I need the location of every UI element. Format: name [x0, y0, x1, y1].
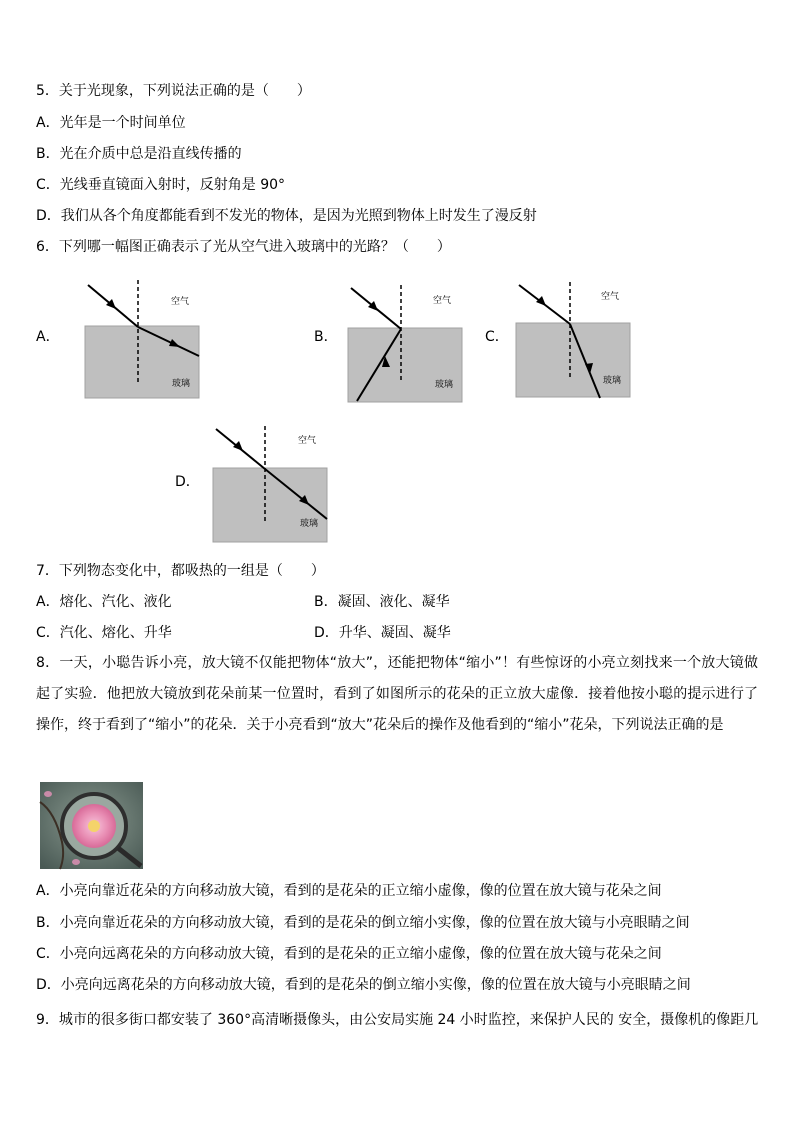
q7-option-a: A．熔化、汽化、液化 — [36, 594, 172, 610]
arrow-head — [233, 441, 243, 451]
q7-stem: 7．下列物态变化中，都吸热的一组是（ ） — [36, 563, 325, 579]
q5-option-b: B．光在介质中总是沿直线传播的 — [36, 146, 242, 162]
q6-option-d-letter: D． — [175, 474, 200, 490]
glass-label: 玻璃 — [172, 379, 191, 389]
glass-label: 玻璃 — [603, 376, 622, 386]
q7-option-c: C．汽化、熔化、升华 — [36, 625, 172, 641]
q8-option-d: D．小亮向远离花朵的方向移动放大镜，看到的是花朵的倒立缩小实像，像的位置在放大镜与小亮眼睛之间 — [36, 977, 691, 993]
air-label: 空气 — [171, 297, 190, 307]
q6-option-a-letter: A． — [36, 329, 60, 345]
q9-stem: 9．城市的很多街口都安装了 360°高清晰摄像头，由公安局实施 24 小时监控，来保护人民的 安全，摄像机的像距几 — [36, 1012, 759, 1028]
air-label: 空气 — [601, 292, 620, 302]
flower-magnifier-image — [40, 782, 143, 869]
q6-stem: 6．下列哪一幅图正确表示了光从空气进入玻璃中的光路？（ ） — [36, 239, 451, 255]
q5-stem: 5．关于光现象，下列说法正确的是（ ） — [36, 83, 311, 99]
q8-option-a: A．小亮向靠近花朵的方向移动放大镜，看到的是花朵的正立缩小虚像，像的位置在放大镜与花朵之间 — [36, 883, 662, 899]
glass-label: 玻璃 — [300, 519, 319, 529]
air-label: 空气 — [433, 296, 452, 306]
q6-option-c-letter: C． — [485, 329, 509, 345]
q5-option-d: D．我们从各个角度都能看到不发光的物体，是因为光照到物体上时发生了漫反射 — [36, 208, 537, 224]
q5-option-c: C．光线垂直镜面入射时，反射角是 90° — [36, 177, 286, 193]
q6-diagram-d — [212, 424, 330, 546]
q8-option-c: C．小亮向远离花朵的方向移动放大镜，看到的是花朵的正立缩小虚像，像的位置在放大镜与花朵之间 — [36, 946, 662, 962]
q8-option-b: B．小亮向靠近花朵的方向移动放大镜，看到的是花朵的倒立缩小实像，像的位置在放大镜与小亮眼睛之间 — [36, 915, 690, 931]
glass-block — [348, 328, 462, 402]
glass-label: 玻璃 — [435, 380, 454, 390]
q6-diagram-b — [347, 283, 465, 405]
q6-option-b-letter: B． — [314, 329, 338, 345]
q6-diagram-a — [84, 278, 204, 403]
q5-option-a: A．光年是一个时间单位 — [36, 115, 186, 131]
q7-option-d: D．升华、凝固、凝华 — [314, 625, 451, 641]
arrow-head — [536, 296, 546, 306]
q8-stem: 8．一天，小聪告诉小亮，放大镜不仅能把物体“放大”，还能把物体“缩小”！有些惊讶的小亮立刻找来一个放大镜做起了实验．他把放大镜放到花朵前某一位置时，看到了如图所示的花朵的正立放大虚像．接着他按小聪的提示进行了操作，终于看到了“缩小”的花朵．关于小亮看到“放大”花朵后的操作及他看到的“缩小”花朵，下列说法正确的是 — [36, 655, 758, 733]
q6-diagram-c — [515, 280, 633, 402]
q7-option-b: B．凝固、液化、凝华 — [314, 594, 450, 610]
air-label: 空气 — [298, 436, 317, 446]
